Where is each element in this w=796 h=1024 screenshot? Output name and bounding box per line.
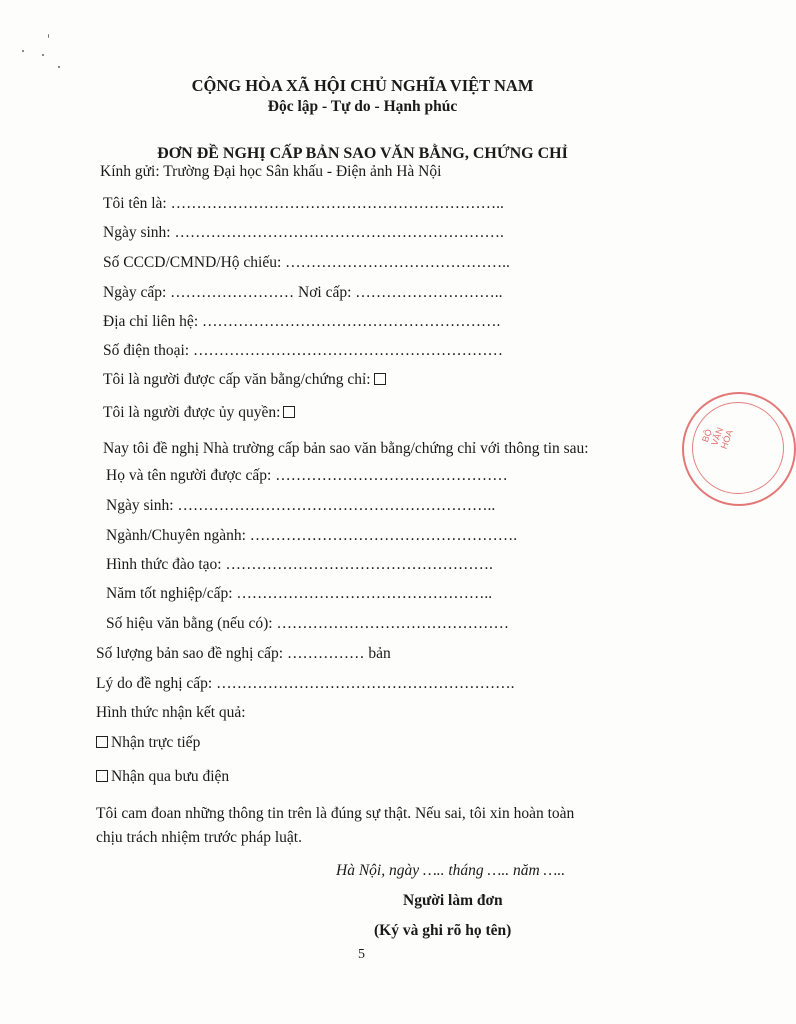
scan-speck [42, 54, 44, 56]
field-training-mode: Hình thức đào tạo: ……………………………………………. [106, 556, 493, 573]
motto: Độc lập - Tự do - Hạnh phúc [267, 98, 458, 115]
field-name: Tôi tên là: ……………………………………………………….. [103, 195, 504, 212]
scan-speck [58, 66, 60, 68]
field-issue-date-place: Ngày cấp: …………………… Nơi cấp: ……………………….. [103, 284, 503, 301]
checkbox-holder [374, 373, 386, 385]
field-phone: Số điện thoại: …………………………………………………… [103, 342, 503, 359]
checkbox-receive-direct [96, 736, 108, 748]
field-copy-count: Số lượng bản sao đề nghị cấp: …………… bản [96, 645, 391, 662]
commitment-line-1: Tôi cam đoan những thông tin trên là đúng sự thật. Nếu sai, tôi xin hoàn toàn [96, 805, 575, 822]
field-address: Địa chỉ liên hệ: …………………………………………………. [103, 313, 501, 330]
scan-speck [48, 34, 49, 38]
checkbox-authorized [283, 406, 295, 418]
checkbox-receive-post [96, 770, 108, 782]
addressee: Kính gửi: Trường Đại học Sân khấu - Điện ảnh Hà Nội [100, 163, 442, 180]
commitment-line-2: chịu trách nhiệm trước pháp luật. [96, 829, 302, 846]
option-authorized-label: Tôi là người được ủy quyền: [103, 404, 281, 421]
receive-direct-label: Nhận trực tiếp [111, 734, 201, 751]
field-recipient-name: Họ và tên người được cấp: ……………………………………… [106, 467, 508, 484]
signer-note: (Ký và ghi rõ họ tên) [374, 922, 512, 939]
field-id-number: Số CCCD/CMND/Hộ chiếu: …………………………………….. [103, 254, 510, 271]
scan-speck [22, 50, 24, 52]
receive-mode-label: Hình thức nhận kết quả: [96, 704, 246, 721]
option-authorized [103, 403, 298, 423]
date-line: Hà Nội, ngày ….. tháng ….. năm ….. [336, 862, 566, 879]
option-holder [103, 370, 389, 390]
page-number: 5 [358, 947, 365, 962]
field-dob: Ngày sinh: ………………………………………………………. [103, 224, 504, 241]
option-receive-post [96, 767, 229, 787]
seal-text: BỘ VĂN HÓA [700, 426, 735, 451]
option-holder-label: Tôi là người được cấp văn bằng/chứng chỉ: [103, 371, 371, 388]
receive-post-label: Nhận qua bưu điện [111, 768, 230, 785]
field-major: Ngành/Chuyên ngành: ……………………………………………. [106, 527, 518, 544]
field-reason: Lý do đề nghị cấp: …………………………………………………. [96, 675, 515, 692]
request-intro: Nay tôi đề nghị Nhà trường cấp bản sao văn bằng/chứng chỉ với thông tin sau: [103, 440, 589, 457]
seal-inner-ring [692, 402, 784, 494]
option-receive-direct [96, 733, 200, 753]
national-title: CỘNG HÒA XÃ HỘI CHỦ NGHĨA VIỆT NAM [191, 76, 534, 95]
signer-title: Người làm đơn [403, 892, 503, 909]
field-grad-year: Năm tốt nghiệp/cấp: ………………………………………….. [106, 585, 493, 602]
field-recipient-dob: Ngày sinh: …………………………………………………….. [106, 497, 496, 514]
field-diploma-number: Số hiệu văn bằng (nếu có): ……………………………………… [106, 615, 509, 632]
form-title: ĐƠN ĐỀ NGHỊ CẤP BẢN SAO VĂN BẰNG, CHỨNG CHỈ [157, 145, 568, 162]
